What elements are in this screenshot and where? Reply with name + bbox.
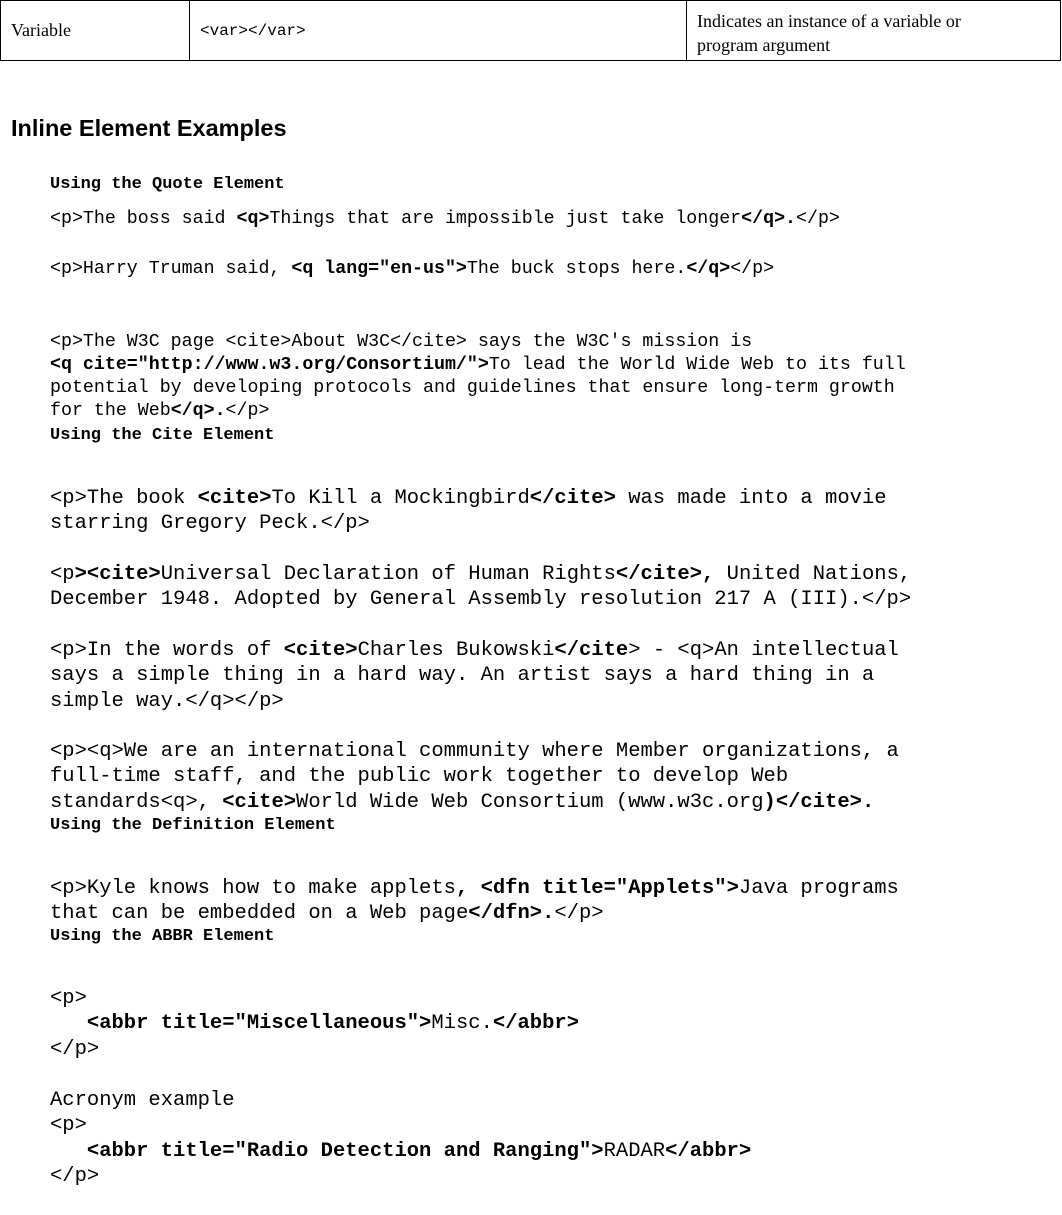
section-heading: Inline Element Examples — [11, 115, 287, 141]
reference-table — [0, 0, 1061, 61]
element-code-cell: <var></var> — [190, 1, 687, 61]
cite-example-2: <p><cite>Universal Declaration of Human Rights</cite>, United Nations, December 1948. Adopted by General Assembly resolution 217 A (III).</p> — [50, 562, 912, 611]
cite-example-1: <p>The book <cite>To Kill a Mockingbird</cite> was made into a movie starring Gregory Peck.</p> — [50, 486, 887, 535]
definition-example: <p>Kyle knows how to make applets, <dfn title="Applets">Java programs that can be embedded on a Web page</dfn>.</p> — [50, 876, 899, 925]
subheading-quote: Using the Quote Element — [50, 175, 285, 194]
cite-example-4: <p><q>We are an international community where Member organizations, a full-time staff, and the public work together to develop Web standards<q>, <cite>World Wide Web Consortium (www.w3c.org)</cite>. — [50, 739, 899, 814]
quote-example-3: <p>The W3C page <cite>About W3C</cite> says the W3C's mission is <q cite="http://www.w3.org/Consortium/">To lead the World Wide Web to its full potential by developing protocols and guidelines that ensure long-term growth for the Web</q>.</p> — [50, 332, 906, 421]
table-row — [1, 1, 1061, 61]
abbr-example-2: Acronym example <p> <abbr title="Radio Detection and Ranging">RADAR</abbr> </p> — [50, 1088, 752, 1188]
element-description-cell — [687, 1, 1061, 61]
quote-example-2: <p>Harry Truman said, <q lang="en-us">The buck stops here.</q></p> — [50, 259, 775, 279]
description-line: Indicates an instance of a variable or — [697, 10, 961, 31]
cite-example-3: <p>In the words of <cite>Charles Bukowski</cite> - <q>An intellectual says a simple thing in a hard way. An artist says a hard thing in a simple way.</q></p> — [50, 638, 899, 713]
subheading-abbr: Using the ABBR Element — [50, 927, 275, 946]
subheading-cite: Using the Cite Element — [50, 426, 275, 445]
element-name-cell: Variable — [1, 1, 190, 61]
quote-example-1: <p>The boss said <q>Things that are impossible just take longer</q>.</p> — [50, 209, 840, 229]
abbr-example-1: <p> <abbr title="Miscellaneous">Misc.</abbr> </p> — [50, 986, 580, 1061]
description-line: program argument — [697, 34, 831, 55]
subheading-definition: Using the Definition Element — [50, 816, 336, 835]
